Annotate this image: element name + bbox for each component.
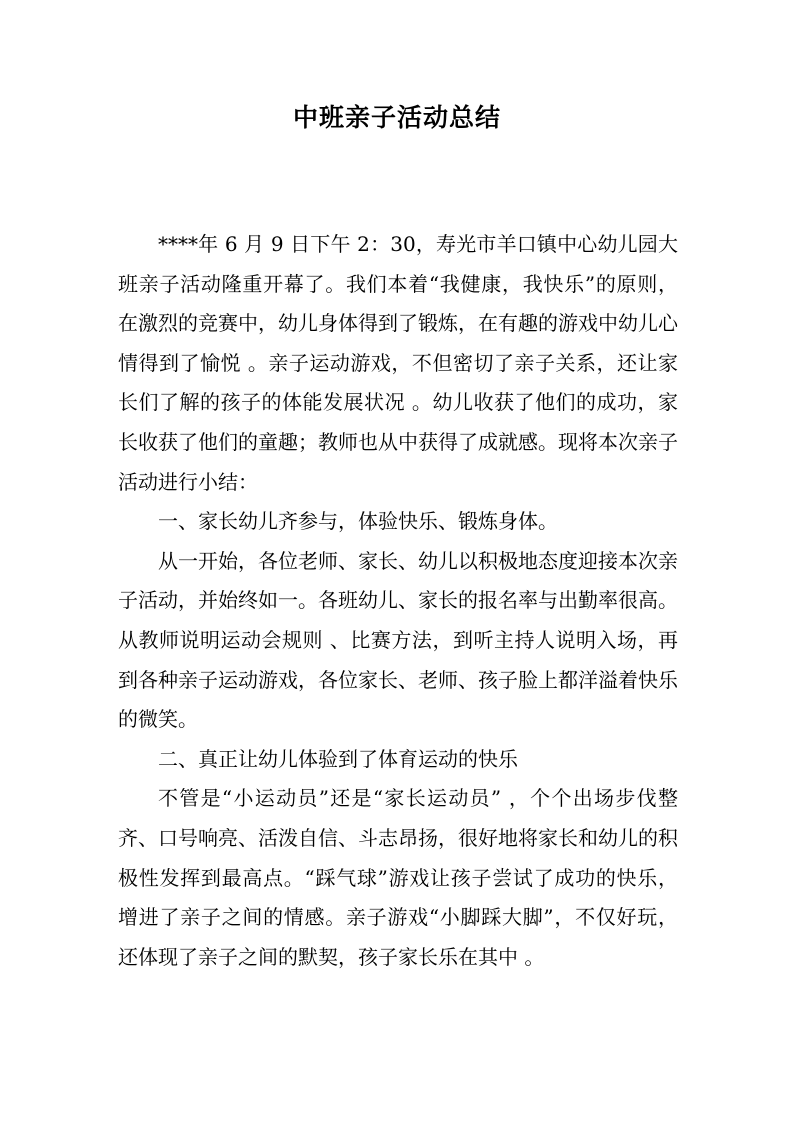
section-2-paragraph: 不管是“小运动员”还是“家长运动员” ，个个出场步伐整齐、口号响亮、活泼自信、斗志昂扬，很好地将家长和幼儿的积极性发挥到最高点。“踩气球”游戏让孩子尝试了成功的快乐，增进了亲子之间的情感。亲子游戏“小脚踩大脚”，不仅好玩，还体现了亲子之间的默契，孩子家长乐在其中 。 — [118, 786, 678, 969]
document-body — [118, 225, 678, 977]
intro-paragraph: ****年 6 月 9 日下午 2：30，寿光市羊口镇中心幼儿园大班亲子活动隆重开幕了。我们本着“我健康，我快乐”的原则，在激烈的竞赛中，幼儿身体得到了锻炼，在有趣的游戏中幼儿心情得到了愉悦 。亲子运动游戏，不但密切了亲子关系，还让家长们了解的孩子的体能发展状况 。幼儿收获了他们的成功，家长收获了他们的童趣；教师也从中获得了成就感。现将本次亲子活动进行小结： — [118, 232, 678, 494]
section-heading-2: 二、真正让幼儿体验到了体育运动的快乐 — [158, 746, 518, 771]
document-title: 中班亲子活动总结 — [292, 103, 501, 132]
section-heading-1: 一、家长幼儿齐参与，体验快乐、锻炼身体。 — [158, 509, 558, 534]
section-1-paragraph: 从一开始，各位老师、家长、幼儿以积极地态度迎接本次亲子活动，并始终如一。各班幼儿、家长的报名率与出勤率很高。从教师说明运动会规则 、比赛方法，到听主持人说明入场，再到各种亲子运动游戏，各位家长、老师、孩子脸上都洋溢着快乐的微笑。 — [118, 548, 678, 732]
